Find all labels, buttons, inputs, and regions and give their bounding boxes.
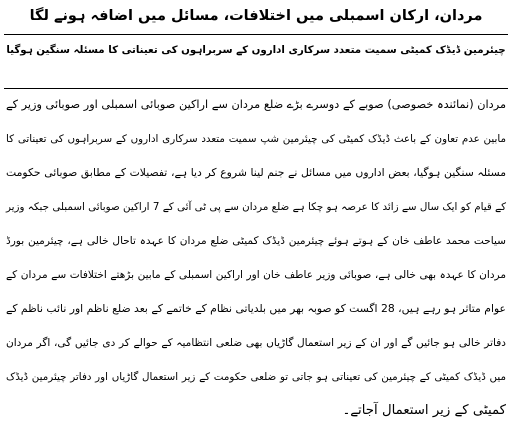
body-line-10: کمیٹی کے زیر استعمال آجاتے۔: [342, 403, 506, 418]
body-line-5: سیاحت محمد عاطف خان کے ہوتے ہوئے چیئرمین ڈیڈک کمیٹی ضلع مردان کا عہدہ تاحال خالی ہے، چیئرمین بورڈ: [6, 235, 506, 247]
headline: مردان، ارکان اسمبلی میں اختلافات، مسائل میں اضافہ ہونے لگا: [29, 8, 483, 24]
body-line-4: کے قیام کو ایک سال سے زائد کا عرصہ ہو چکا ہے ضلع مردان سے پی ٹی آئی کے 7 اراکین صوبائی اسمبلی جبکہ وزیر: [6, 201, 506, 213]
body-line-8: دفاتر خالی ہو جائیں گے اور ان کے زیر استعمال گاڑیاں بھی ضلعی انتظامیہ کے حوالے کر دی جائیں گی، اگر مردان: [6, 337, 506, 349]
subheadline-line-1: چیئرمین ڈیڈک کمیٹی سمیت متعدد سرکاری اداروں کے سربراہوں کی تعیناتی کا مسئلہ سنگین ہوگیا: [6, 44, 506, 56]
headline-divider: [4, 34, 508, 35]
body-line-2: مابین عدم تعاون کے باعث ڈیڈک کمیٹی کی چیئرمین شپ سمیت متعدد سرکاری اداروں کے سربراہوں کی تعیناتی کا: [6, 133, 506, 145]
body-line-9: میں ڈیڈک کمیٹی کے چیئرمین کی تعیناتی ہو جاتی تو ضلعی حکومت کے زیر استعمال گاڑیاں اور دفاتر چیئرمین ڈیڈک: [6, 371, 506, 383]
subheadline-divider: [4, 88, 508, 89]
body-line-6: مردان کا عہدہ بھی خالی ہے، صوبائی وزیر عاطف خان اور اراکین اسمبلی کے مابین بڑھتے اختلافات سے مردان کے: [6, 269, 506, 281]
body-line-7: عوام متاثر ہو رہے ہیں، 28 اگست کو صوبہ بھر میں بلدیاتی نظام کے خاتمے کے بعد ضلع ناظم اور نائب ناظم کے: [6, 302, 506, 315]
body-line-3: مسئلہ سنگین ہوگیا، بعض اداروں میں مسائل نے جنم لینا شروع کر دیا ہے، تفصیلات کے مطابق صوبائی حکومت: [6, 166, 506, 179]
body-line-1: مردان (نمائندہ خصوصی) صوبے کے دوسرے بڑے ضلع مردان سے اراکین صوبائی اسمبلی اور صوبائی وزیر کے: [6, 98, 506, 111]
